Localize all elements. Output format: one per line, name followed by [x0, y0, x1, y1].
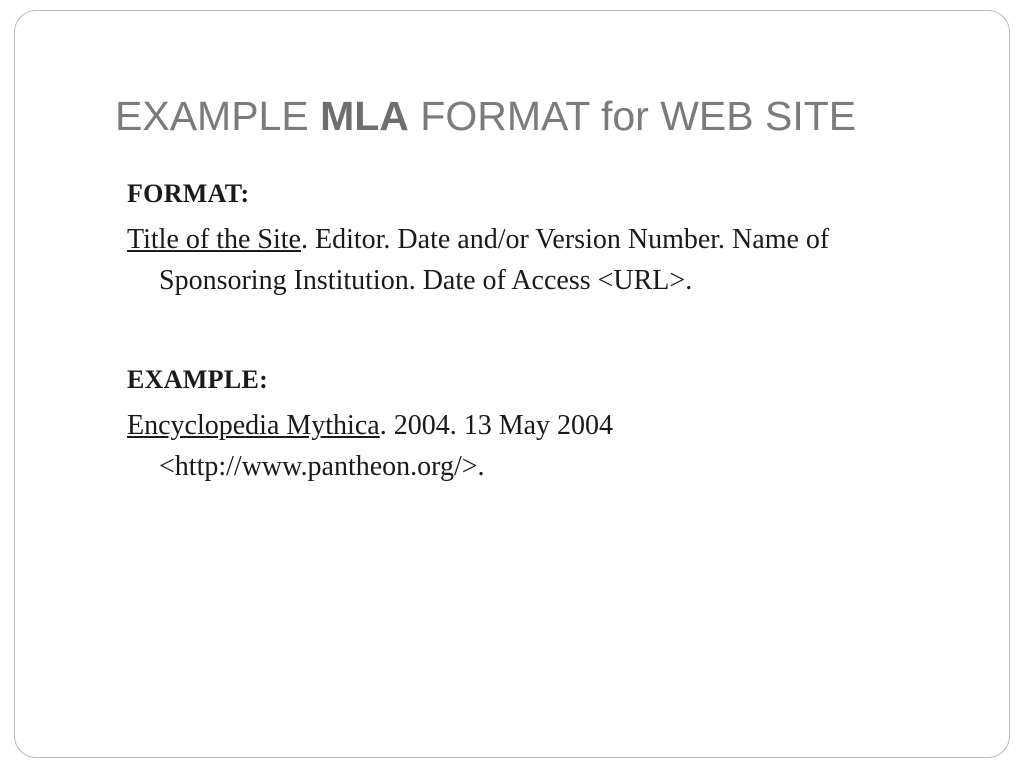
page-title-emphasis: MLA	[320, 93, 409, 139]
format-site-title: Title of the Site	[127, 224, 301, 255]
example-label: EXAMPLE:	[127, 365, 269, 395]
page-title-part2: FORMAT for WEB SITE	[408, 93, 857, 139]
slide-body	[127, 179, 997, 488]
example-line2-url: <http://www.pantheon.org/>.	[159, 451, 485, 483]
page-title	[115, 93, 975, 140]
example-citation	[127, 405, 997, 487]
example-line1-rest: . 2004. 13 May 2004	[379, 410, 614, 442]
format-label: FORMAT:	[127, 179, 250, 208]
page-title-part1: EXAMPLE	[115, 93, 321, 139]
slide-canvas	[14, 10, 1010, 758]
example-site-title: Encyclopedia Mythica	[127, 410, 380, 442]
section-spacer	[127, 301, 997, 365]
format-line1-rest: . Editor. Date and/or Version Number. Name of	[300, 224, 830, 255]
format-citation-pattern	[127, 219, 997, 301]
format-line2: Sponsoring Institution. Date of Access <URL>.	[159, 265, 693, 297]
